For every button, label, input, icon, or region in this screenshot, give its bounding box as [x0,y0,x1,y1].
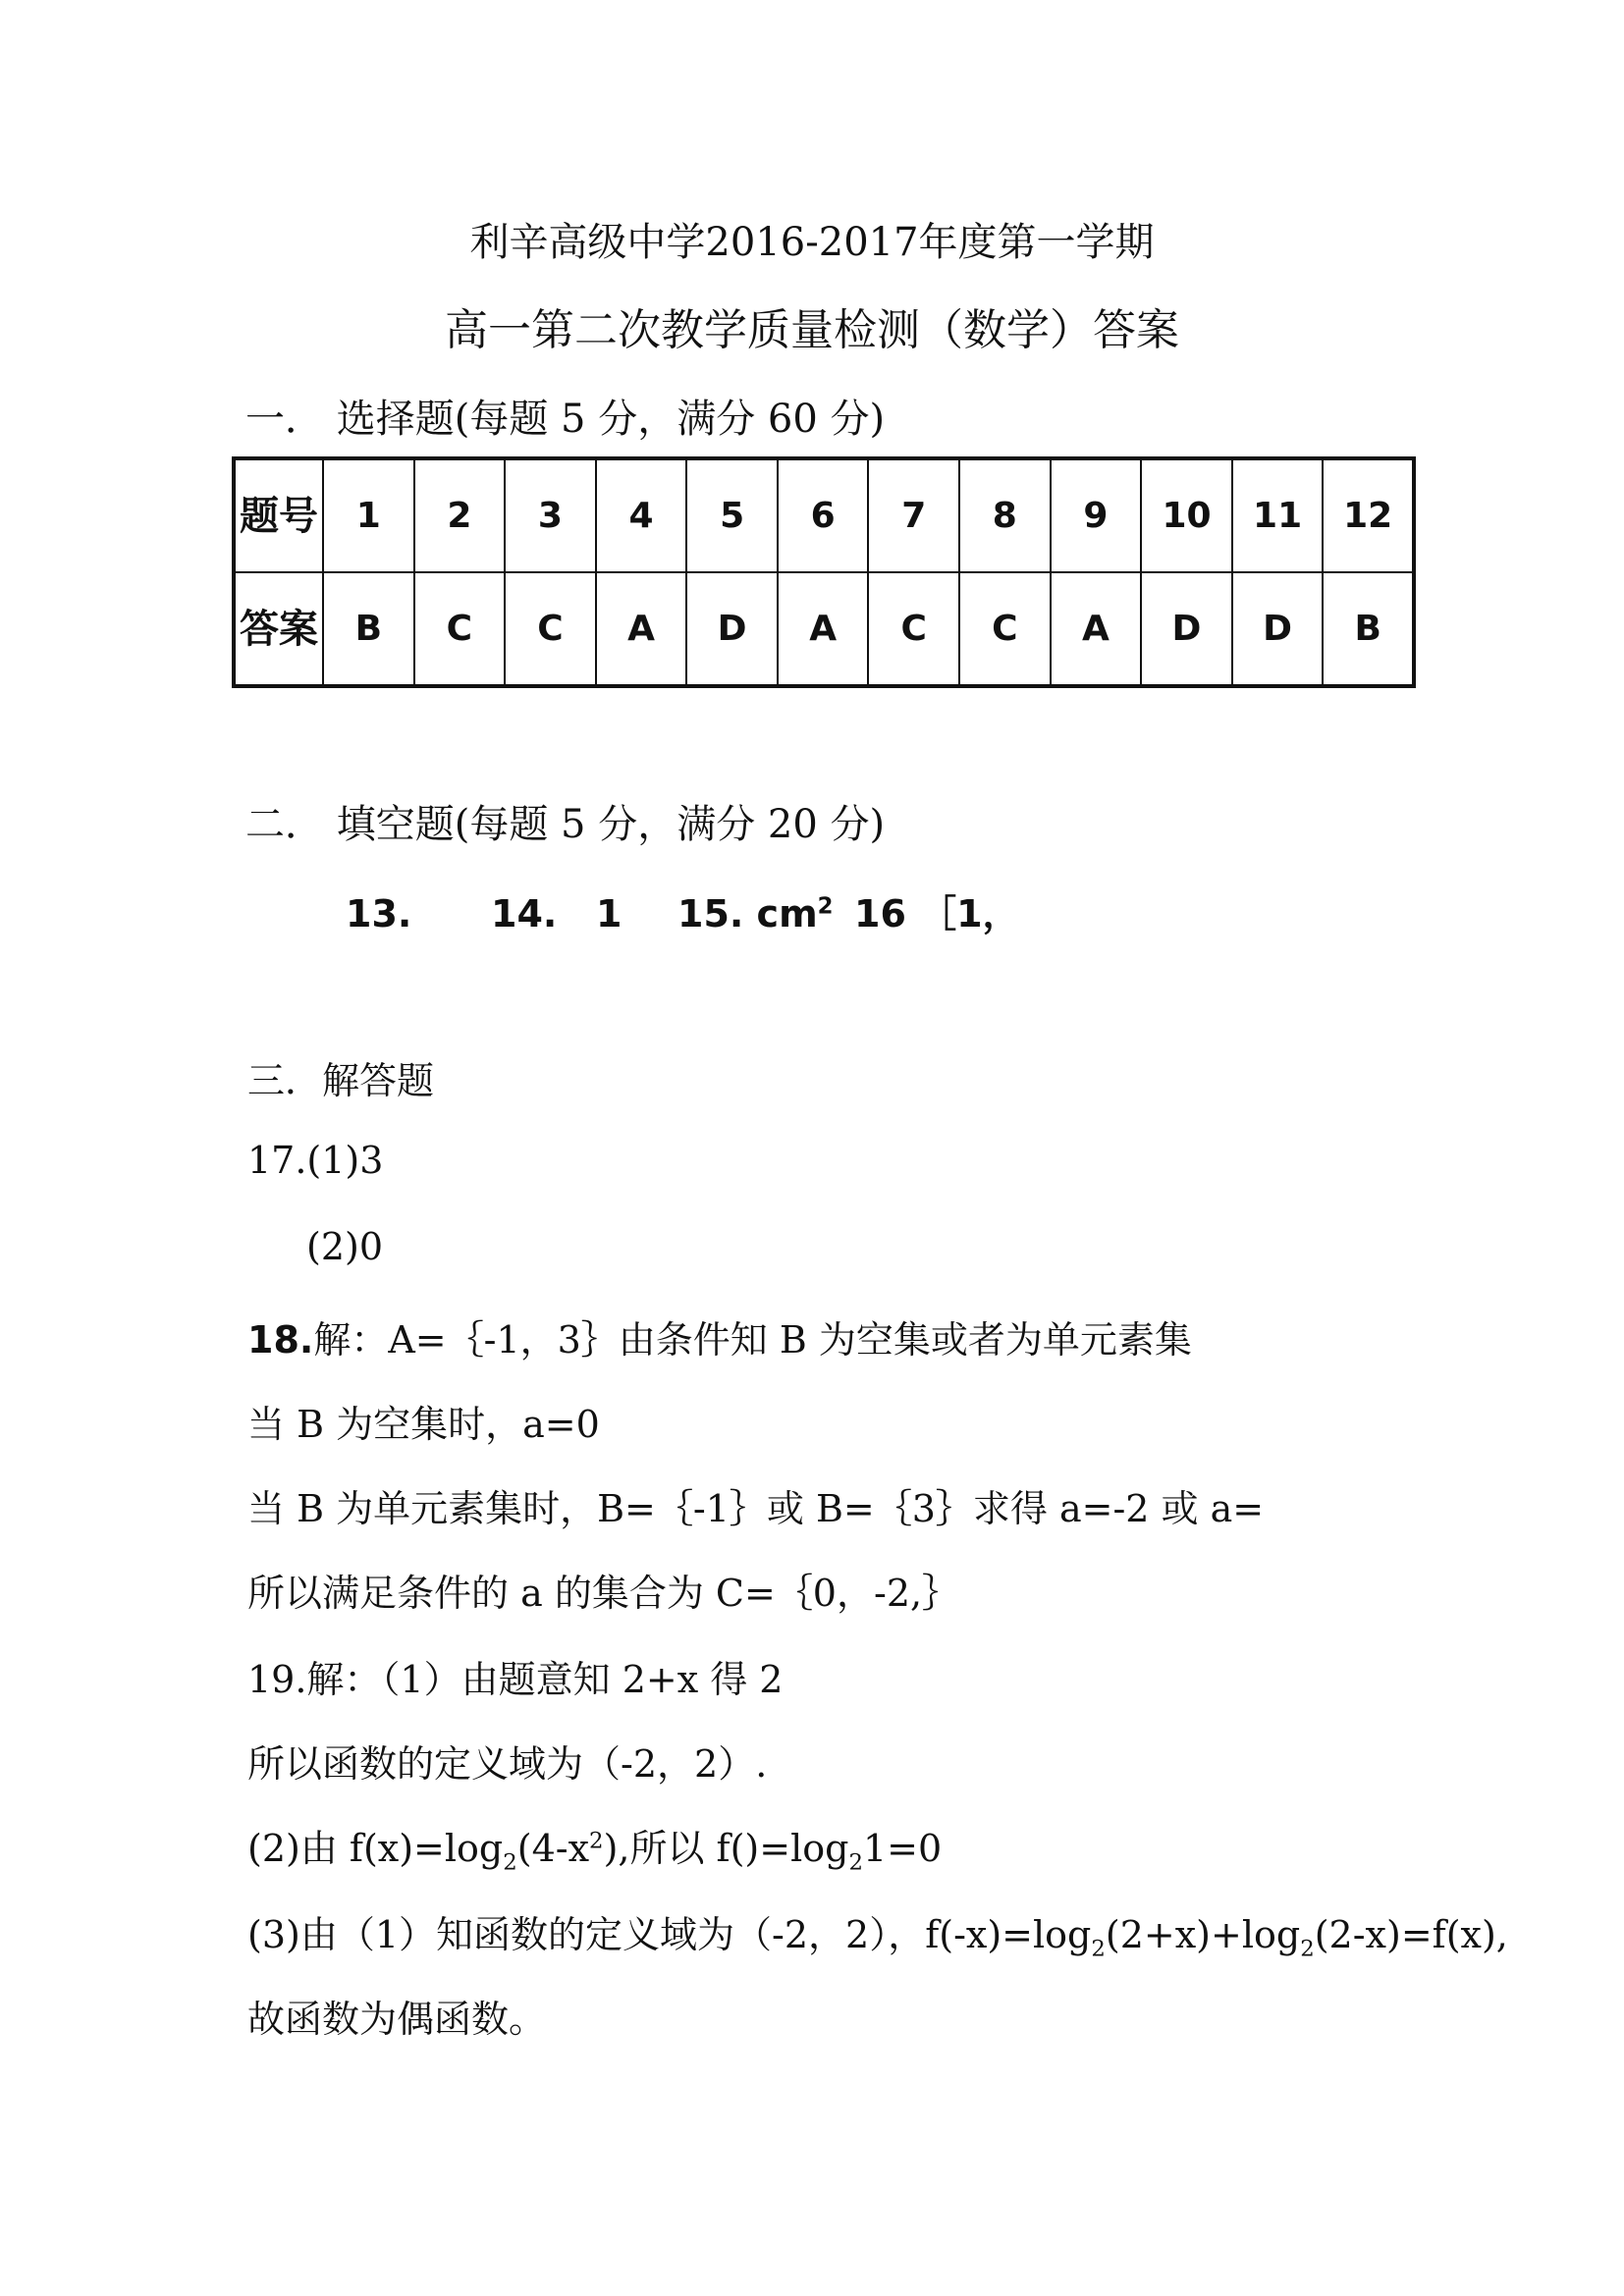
answer-cell: D [1141,572,1232,686]
question-number: 10 [1141,458,1232,572]
answer-table [232,456,1416,688]
q19-line-1: 19.解：（1）由题意知 2+x 得 2 [247,1658,784,1701]
title-line-1: 利辛高级中学2016-2017年度第一学期 [469,220,1155,265]
question-number: 7 [868,458,959,572]
row-label-answer: 答案 [234,572,323,686]
q19-line-3: (2)由 $f(x)=\log_2(4-x^2)$,所以 $f()=\log_21=0$ [247,1827,943,1876]
title-line-2: 高一第二次教学质量检测（数学）答案 [445,305,1179,355]
answer-13: 13. [346,892,412,935]
answer-cell: B [1323,572,1414,686]
q18-line-2: 当 B 为空集时，a=0 [247,1403,600,1446]
question-number: 11 [1232,458,1324,572]
table-row-numbers [234,458,1414,572]
question-number: 12 [1323,458,1414,572]
q18-line-4: 所以满足条件的 a 的集合为 C=｛0，-2,｝ [247,1572,960,1615]
row-label-number: 题号 [234,458,323,572]
question-number: 3 [505,458,596,572]
q18-number: 18. [247,1318,314,1362]
table-row-answers [234,572,1414,686]
answer-cell: A [778,572,869,686]
answer-cell: D [686,572,778,686]
fill-in-answers [346,883,1020,937]
section-3-heading: 三．解答题 [247,1059,435,1102]
question-number: 6 [778,458,869,572]
section-1-heading: 一． 选择题(每题 5 分，满分 60 分) [245,397,886,442]
answer-15: 15. $cm^2$ [677,892,834,935]
question-number: 5 [686,458,778,572]
section-2-heading: 二． 填空题(每题 5 分，满分 20 分) [245,802,886,847]
answer-cell: C [959,572,1051,686]
q17-part-2: (2)0 [306,1225,384,1268]
q18-line-1: 18.解：A=｛-1，3｝由条件知 B 为空集或者为单元素集 [247,1318,1192,1362]
answer-16: 16 ［1， [854,892,1020,935]
question-number: 4 [596,458,687,572]
q19-line-5: 故函数为偶函数。 [247,1998,547,2041]
q17-part-1: 17.(1)3 [247,1139,384,1182]
answer-cell: C [414,572,506,686]
answer-cell: A [596,572,687,686]
question-number: 8 [959,458,1051,572]
answer-cell: D [1232,572,1324,686]
q18-line-3: 当 B 为单元素集时，B=｛-1｝或 B=｛3｝求得 a=-2 或 a= [247,1487,1265,1530]
question-number: 2 [414,458,506,572]
answer-14: 14. 1 [491,892,623,935]
q19-line-2: 所以函数的定义域为（-2，2）. [247,1742,768,1786]
question-number: 1 [323,458,414,572]
answer-cell: A [1051,572,1142,686]
question-number: 9 [1051,458,1142,572]
answer-cell: C [868,572,959,686]
q19-line-4: (3)由（1）知函数的定义域为（-2，2），$f(-x)=\log_2(2+x)+\log_2(2-x)=f(x)$, [247,1913,1508,1962]
answer-cell: B [323,572,414,686]
answer-cell: C [505,572,596,686]
